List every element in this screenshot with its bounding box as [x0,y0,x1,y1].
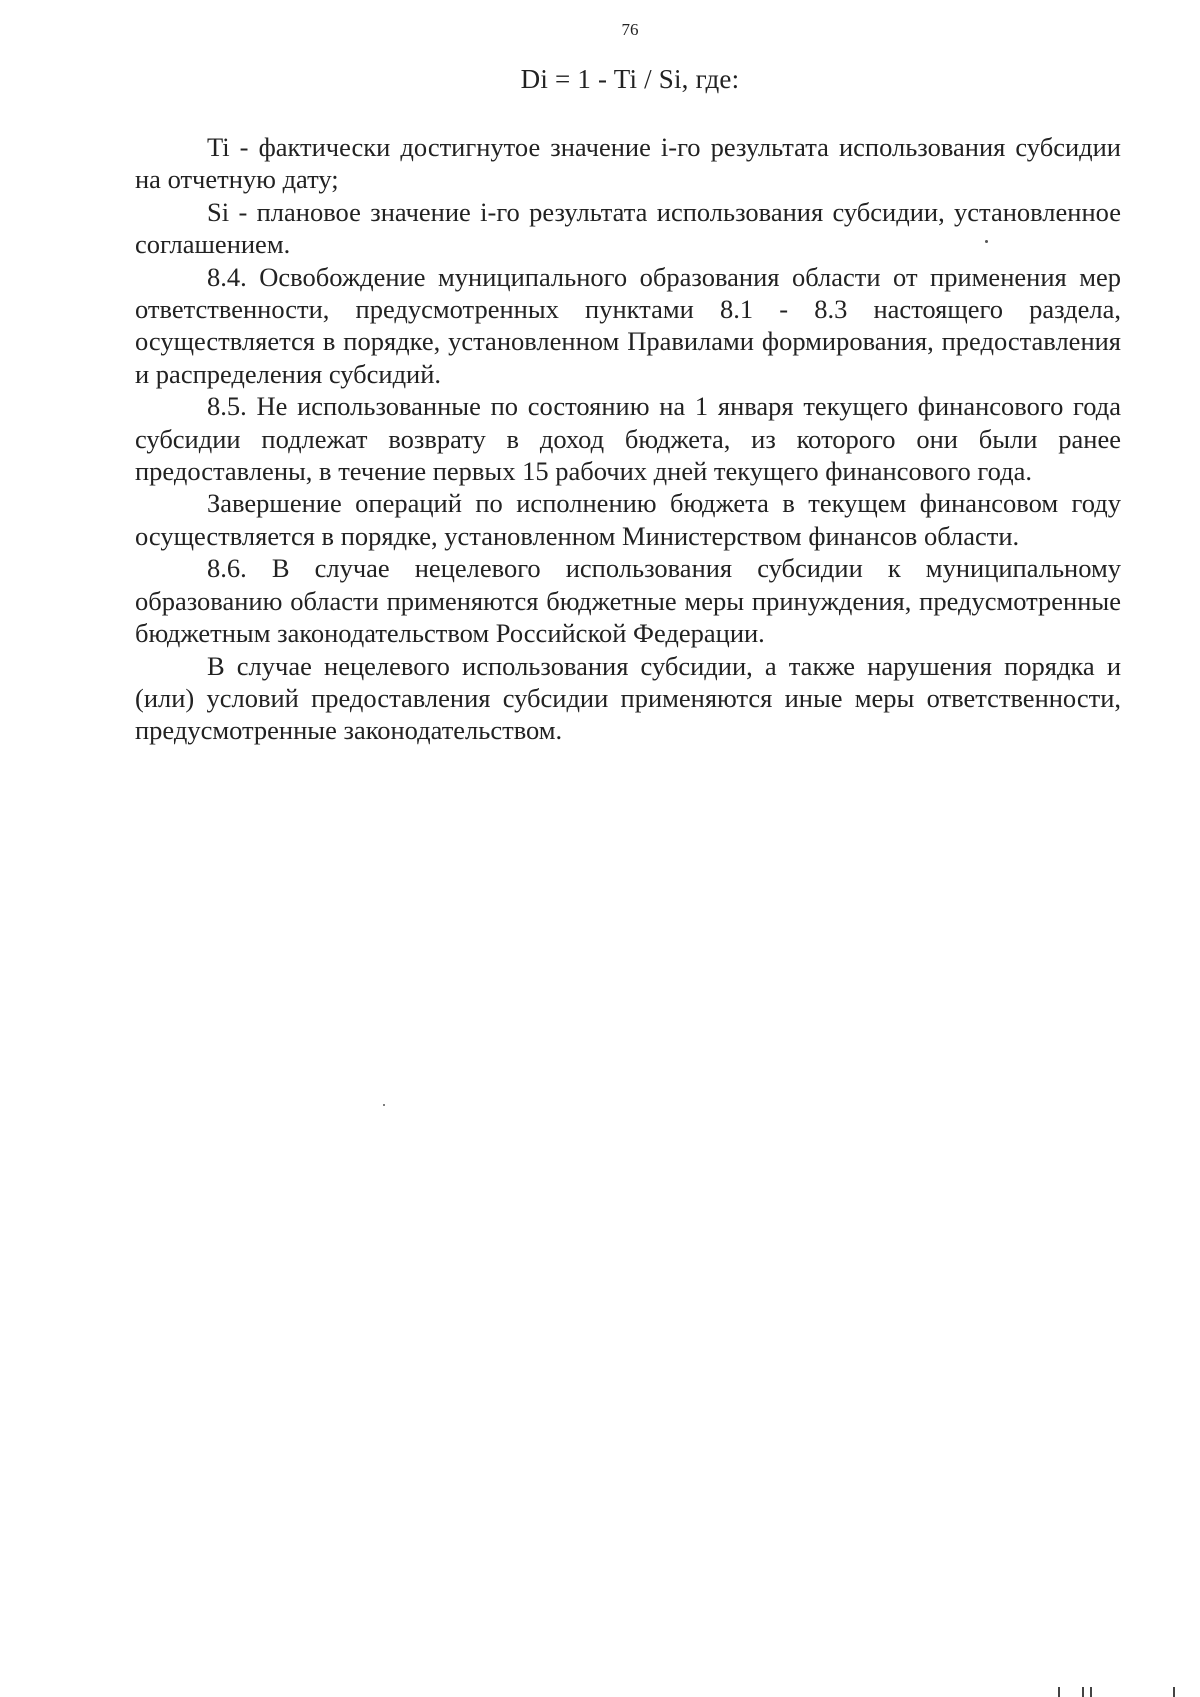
paragraph-budget-completion: Завершение операций по исполнению бюджета в текущем финансовом году осуществляется в порядке, установленном Министерством финансов области. [135,488,1121,551]
paragraph-other-measures: В случае нецелевого использования субсидии, а также нарушения порядка и (или) условий предоставления субсидии применяются иные меры ответственности, предусмотренные законодательством. [135,650,1121,746]
scan-edge-mark [1058,1687,1060,1697]
paragraph-8-4: 8.4. Освобождение муниципального образования области от применения мер ответственности, предусмотренных пунктами 8.1 - 8.3 настоящего раздела, осуществляется в порядке, установленном Правилами формирования, предоставления и распределения субсидий. [135,261,1121,389]
page-number: 76 [621,20,639,39]
scan-edge-mark [1082,1687,1084,1697]
scan-speck [383,1104,385,1106]
paragraph-ti-definition: Ti - фактически достигнутое значение i-го результата использования субсидии на отчетную дату; [135,132,1121,195]
paragraph-si-definition: Si - плановое значение i-го результата использования субсидии, установленное соглашением. [135,196,1121,260]
scan-speck [985,240,988,243]
body-text [135,131,1121,747]
scan-edge-mark [1090,1687,1092,1697]
formula: Di = 1 - Ti / Si, где: [520,64,740,94]
scan-edge-mark [1173,1687,1175,1697]
paragraph-8-5: 8.5. Не использованные по состоянию на 1 января текущего финансового года субсидии подлежат возврату в доход бюджета, из которого они были ранее предоставлены, в течение первых 15 рабочих дней текущего финансового года. [135,391,1121,487]
paragraph-8-6: 8.6. В случае нецелевого использования субсидии к муниципальному образованию области применяются бюджетные меры принуждения, предусмотренные бюджетным законодательством Российской Федерации. [135,553,1121,649]
